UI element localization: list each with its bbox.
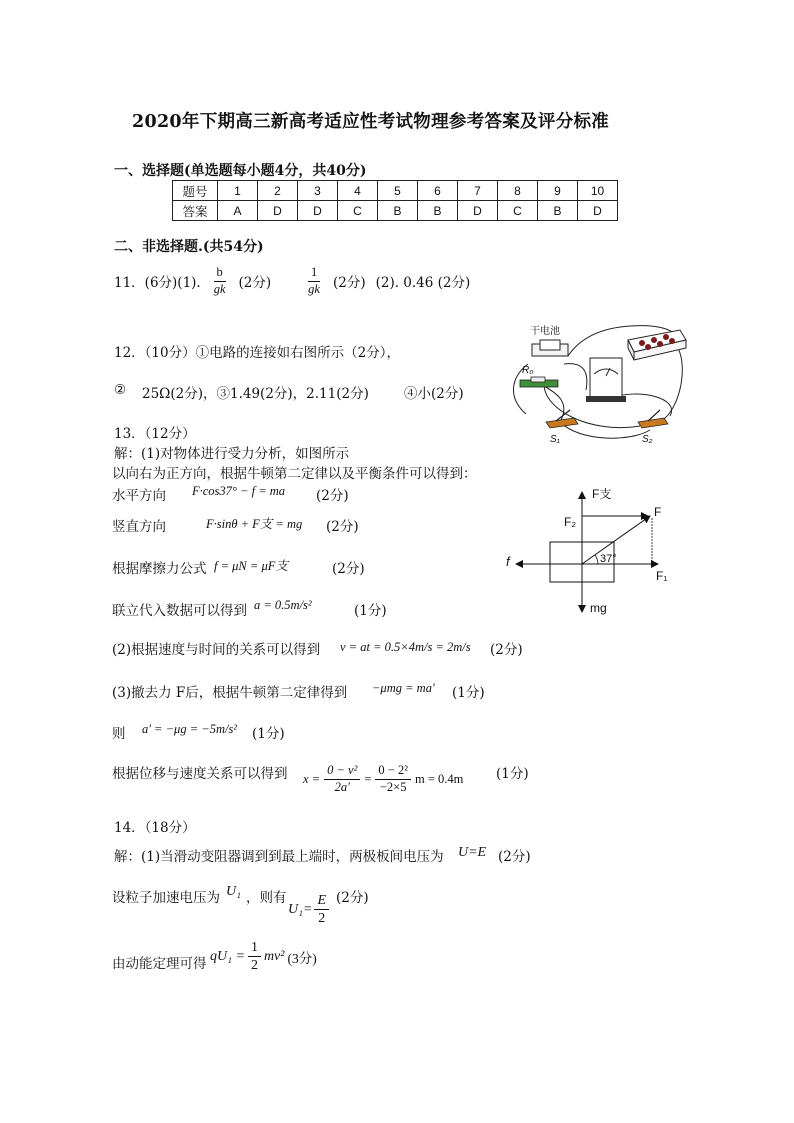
answer-cell: A [218, 201, 258, 221]
voltmeter-icon [590, 358, 622, 400]
q13-displacement-equation: x = $\frac{\text{0 − v²}}{2a'}$ = $\frac{\text{0 − 2²}}{-2\times 5}$ m = 0.4m [303, 763, 464, 794]
q11-points-1: (2分) [238, 275, 272, 292]
question-number: 6 [418, 181, 458, 201]
answer-cell: B [538, 201, 578, 221]
q13-part2-label: (2)根据速度与时间的关系可以得到 [112, 642, 321, 658]
q13-horizontal-equation: F·cos37° − f = ma [192, 484, 286, 498]
q13-vertical-points: (2分) [326, 519, 359, 535]
q12-line-2: 25Ω(2分)，③1.49(2分)，2.11(2分) [142, 386, 369, 402]
force-label-friction: f [506, 554, 510, 569]
section-heading-choice: 一、选择题(单选题每小题4分，共40分) [114, 163, 367, 179]
q13-displacement-points: (1分) [496, 766, 529, 782]
table-row-numbers [173, 181, 618, 201]
q13-vertical-label: 竖直方向 [112, 519, 166, 535]
q14-header: 14．（18分） [114, 820, 196, 836]
q12-line-1: 12．（10分）①电路的连接如右图所示（2分）， [114, 345, 400, 361]
question-number: 5 [378, 181, 418, 201]
q14-line-3: 由动能定理可得 [112, 956, 207, 972]
q13-friction-label: 根据摩擦力公式 [112, 561, 207, 577]
question-number: 3 [298, 181, 338, 201]
q14-line-1-equation: U=E [458, 845, 487, 860]
q14-line-3-equation: qU₁ = $\frac{1}{2}$ mv² (3分) [210, 940, 317, 974]
force-label-support: F支 [592, 487, 612, 501]
q13-part3-label: (3)撤去力 F后，根据牛顿第二定律得到 [112, 685, 348, 701]
q13-then-label: 则 [112, 726, 126, 742]
q13-displacement-label: 根据位移与速度关系可以得到 [112, 766, 288, 782]
q12-line-2-marker: ② [114, 382, 127, 398]
question-number: 4 [338, 181, 378, 201]
q13-combine-equation: a = 0.5m/s² [254, 598, 312, 612]
q13-horizontal-points: (2分) [316, 488, 349, 504]
answer-cell: C [338, 201, 378, 221]
answer-cell: D [458, 201, 498, 221]
force-diagram [498, 482, 684, 620]
switch-s2-icon [638, 418, 668, 428]
q13-friction-points: (2分) [332, 561, 365, 577]
q11-fraction-2: $\frac{1}{gk}$ [308, 265, 320, 296]
q13-then-equation: a' = −μg = −5m/s² [142, 722, 238, 736]
question-number: 8 [498, 181, 538, 201]
question-number: 9 [538, 181, 578, 201]
question-number: 1 [218, 181, 258, 201]
circuit-diagram [500, 318, 696, 450]
q13-vertical-equation: F·sinθ + F支 = mg [206, 517, 303, 531]
q13-header: 13．（12分） [114, 426, 196, 442]
answer-cell: D [258, 201, 298, 221]
section-heading-nonchoice: 二、非选择题.(共54分) [114, 239, 264, 255]
force-label-f1: F₁ [656, 569, 668, 583]
angle-label: 37° [600, 553, 617, 565]
answer-cell: B [378, 201, 418, 221]
force-label-gravity: mg [590, 601, 607, 615]
q14-line-1: 解：(1)当滑动变阻器调到到最上端时，两极板间电压为 [114, 849, 444, 865]
battery-label: 干电池 [530, 326, 560, 337]
q14-line-2-equation: U₁= $\frac{E}{2}$ [288, 893, 329, 927]
q13-combine-label: 联立代入数据可以得到 [112, 603, 247, 619]
page-title: 2020年下期高三新高考适应性考试物理参考答案及评分标准 [132, 112, 610, 132]
force-label-f2: F₂ [564, 515, 576, 529]
q14-line-2: 设粒子加速电压为 [112, 890, 220, 906]
question-number: 7 [458, 181, 498, 201]
q14-line-2-b: ，则有 [246, 890, 287, 906]
question-number: 2 [258, 181, 298, 201]
answer-cell: D [298, 201, 338, 221]
answer-table [172, 180, 618, 221]
answer-cell: C [498, 201, 538, 221]
question-number: 10 [578, 181, 618, 201]
switch-s1-label: S₁ [550, 434, 560, 445]
q13-then-points: (1分) [252, 726, 285, 742]
q13-line-1: 解：(1)对物体进行受力分析，如图所示 [114, 446, 350, 462]
q13-friction-equation: f = μN = μF支 [214, 559, 288, 573]
answer-cell: D [578, 201, 618, 221]
q14-line-2-symbol: U₁ [226, 884, 241, 899]
q12-line-2-end: ④小(2分) [404, 386, 464, 402]
q13-horizontal-label: 水平方向 [112, 488, 166, 504]
q11-fraction-1: $\frac{b}{gk}$ [213, 265, 226, 296]
resistor-r0-label: R₀ [522, 365, 534, 376]
q14-line-1-points: (2分) [498, 849, 531, 865]
q13-part2-points: (2分) [490, 642, 523, 658]
row-label-answer: 答案 [173, 201, 218, 221]
q13-line-2: 以向右为正方向，根据牛顿第二定律以及平衡条件可以得到： [112, 466, 477, 482]
q11-part2: (2). 0.46 (2分) [375, 275, 471, 292]
q11-prefix: 11．(6分)(1). [114, 275, 201, 292]
q11-points-2: (2分) [332, 275, 366, 292]
q13-part2-equation: v = at = 0.5×4m/s = 2m/s [340, 640, 471, 654]
force-label-f: F [654, 505, 662, 519]
switch-s2-label: S₂ [642, 434, 653, 445]
answer-cell: B [418, 201, 458, 221]
q13-part3-equation: −μmg = ma' [372, 681, 435, 695]
switch-s1-icon [546, 418, 578, 428]
q14-line-2-points: (2分) [336, 890, 369, 906]
q13-part3-points: (1分) [452, 685, 485, 701]
row-label-number: 题号 [173, 181, 218, 201]
q13-combine-points: (1分) [354, 603, 387, 619]
q11-line [114, 266, 470, 297]
table-row-answers [173, 201, 618, 221]
